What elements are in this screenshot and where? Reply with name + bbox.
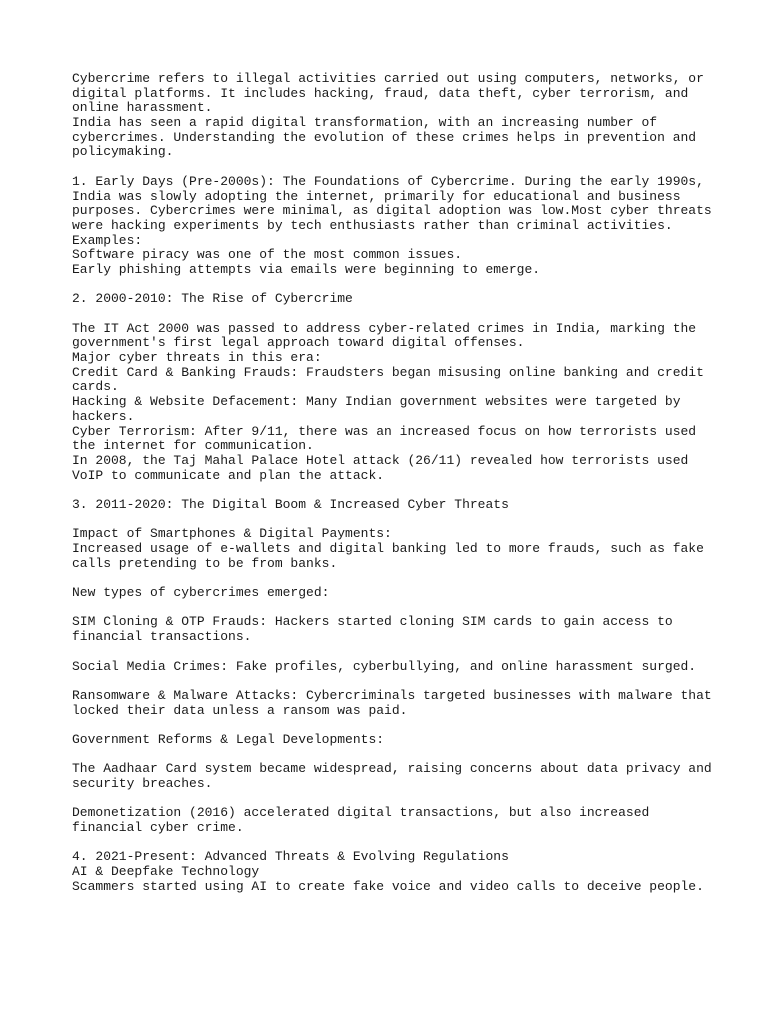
text-line: SIM Cloning & OTP Frauds: Hackers started cloning SIM cards to gain access to <box>72 614 673 630</box>
text-line: Increased usage of e-wallets and digital banking led to more frauds, such as fake <box>72 541 704 556</box>
text-line: were hacking experiments by tech enthusiasts rather than criminal activities. <box>72 217 673 233</box>
text-line: 4. 2021-Present: Advanced Threats & Evolving Regulations <box>72 849 509 865</box>
text-line: Ransomware & Malware Attacks: Cybercriminals targeted businesses with malware that <box>72 687 712 703</box>
text-line: New types of cybercrimes emerged: <box>72 585 330 601</box>
text-line: the internet for communication. <box>72 438 314 454</box>
text-line: 3. 2011-2020: The Digital Boom & Increased Cyber Threats <box>72 496 509 512</box>
text-line: online harassment. <box>72 100 213 116</box>
text-line: Cyber Terrorism: After 9/11, there was an increased focus on how terrorists used <box>72 423 697 439</box>
text-line: India has seen a rapid digital transformation, with an increasing number of <box>72 115 658 131</box>
text-line: financial transactions. <box>72 629 252 645</box>
blank-line <box>72 483 712 498</box>
text-line: cybercrimes. Understanding the evolution of these crimes helps in prevention and <box>72 129 697 145</box>
blank-line <box>72 513 712 528</box>
text-line: security breaches. <box>72 776 213 791</box>
text-line: VoIP to communicate and plan the attack. <box>72 467 385 483</box>
text-line: purposes. Cybercrimes were minimal, as digital adoption was low.Most cyber threats <box>72 203 712 219</box>
blank-line <box>72 278 712 293</box>
text-line: In 2008, the Taj Mahal Palace Hotel attack (26/11) revealed how terrorists used <box>72 452 689 468</box>
text-line: Scammers started using AI to create fake voice and video calls to deceive people. <box>72 878 704 894</box>
text-line: AI & Deepfake Technology <box>72 864 260 880</box>
text-line: Examples: <box>72 232 143 248</box>
text-line: digital platforms. It includes hacking, fraud, data theft, cyber terrorism, and <box>72 85 689 101</box>
text-line: cards. <box>72 379 119 395</box>
text-line: Software piracy was one of the most common issues. <box>72 247 463 263</box>
blank-line <box>72 748 712 763</box>
text-line: India was slowly adopting the internet, primarily for educational and business <box>72 188 681 204</box>
text-line: Impact of Smartphones & Digital Payments: <box>72 526 392 542</box>
text-line: government's first legal approach toward digital offenses. <box>72 335 525 351</box>
text-line: calls pretending to be from banks. <box>72 555 338 571</box>
text-line: hackers. <box>72 408 135 424</box>
document-body <box>72 72 712 895</box>
text-line: Demonetization (2016) accelerated digital transactions, but also increased <box>72 805 650 821</box>
text-line: Government Reforms & Legal Developments: <box>72 731 385 747</box>
blank-line <box>72 792 712 807</box>
blank-line <box>72 718 712 733</box>
text-line: locked their data unless a ransom was paid. <box>72 702 408 718</box>
blank-line <box>72 571 712 586</box>
blank-line <box>72 160 712 175</box>
text-line: 1. Early Days (Pre-2000s): The Foundations of Cybercrime. During the early 1990s, <box>72 173 704 189</box>
text-line: financial cyber crime. <box>72 820 244 836</box>
blank-line <box>72 307 712 322</box>
text-line: The Aadhaar Card system became widespread, raising concerns about data privacy and <box>72 761 712 777</box>
text-line: Early phishing attempts via emails were beginning to emerge. <box>72 261 541 277</box>
blank-line <box>72 674 712 689</box>
blank-line <box>72 836 712 851</box>
blank-line <box>72 601 712 616</box>
text-line: Social Media Crimes: Fake profiles, cyberbullying, and online harassment surged. <box>72 658 697 674</box>
text-line: Major cyber threats in this era: <box>72 350 322 366</box>
text-line: The IT Act 2000 was passed to address cyber-related crimes in India, marking the <box>72 320 697 336</box>
text-line: policymaking. <box>72 144 174 160</box>
blank-line <box>72 645 712 660</box>
text-line: Cybercrime refers to illegal activities carried out using computers, networks, or <box>72 71 704 86</box>
text-line: Credit Card & Banking Frauds: Fraudsters began misusing online banking and credit <box>72 364 704 380</box>
text-line: 2. 2000-2010: The Rise of Cybercrime <box>72 291 353 307</box>
text-line: Hacking & Website Defacement: Many Indian government websites were targeted by <box>72 394 681 410</box>
